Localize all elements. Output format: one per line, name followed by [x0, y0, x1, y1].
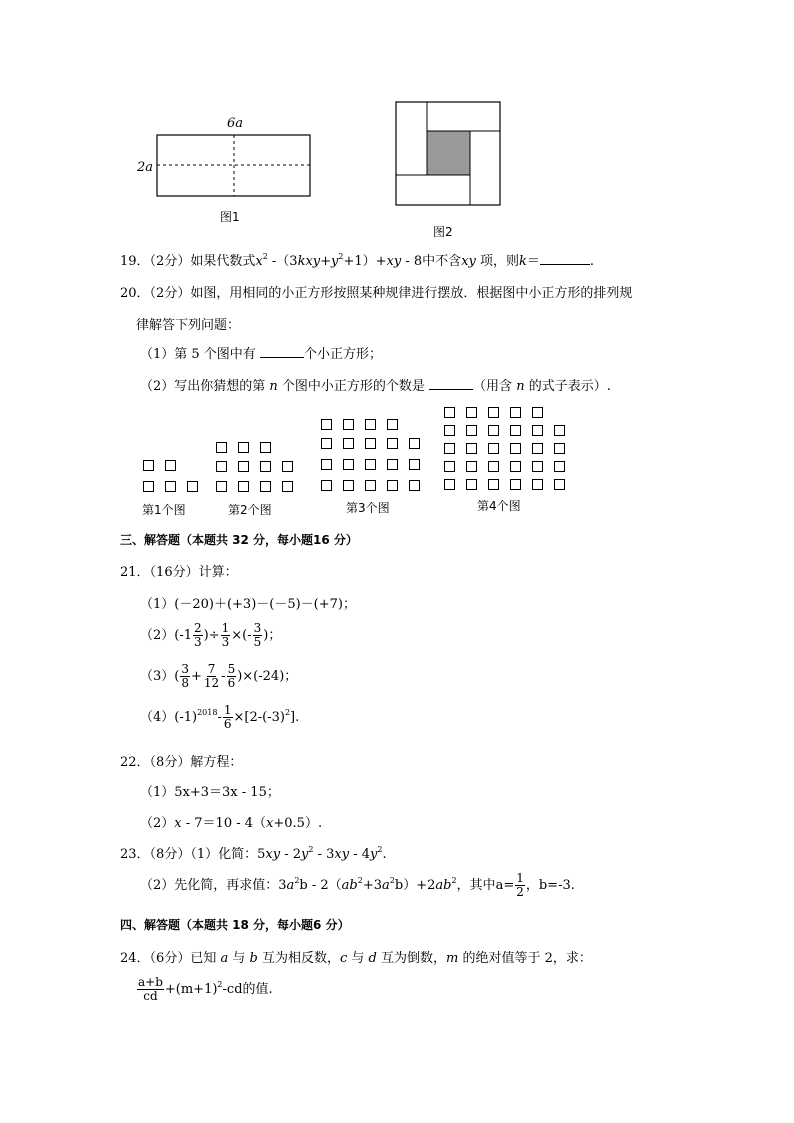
- q22-heading: [120, 751, 242, 770]
- q23-part1: 23．（8分）（1）化简：$5xy - 2y^2 - 3xy - 4y^2$.: [120, 845, 387, 862]
- q21-part3: [140, 663, 297, 690]
- q23-p1-a: （1）化简：5: [190, 847, 266, 862]
- fraction: $\frac{1}{2}$: [516, 871, 524, 899]
- q23-part2: （2）先化简，再求值：$3a^2b - 2(ab^2+3a^2b)+2ab^2$，其中a= $\frac{1}{2}$ ，b=-3.: [140, 871, 575, 899]
- q24-text-a: 已知: [190, 951, 221, 966]
- q20-p2-end: 的式子表示）.: [524, 379, 611, 394]
- pattern-square: [343, 480, 354, 491]
- q21-p4-c: ×[2-(-3): [233, 710, 285, 725]
- fraction: $\frac{a+b}{cd}$: [138, 975, 163, 1003]
- q24-expression: [136, 976, 273, 1003]
- q24-expr2: -cd: [222, 982, 243, 997]
- q20-p1-text: （1）第 5 个图中有: [140, 347, 260, 362]
- fig2-square: [394, 100, 504, 208]
- q21-p2-d: )；: [263, 628, 282, 643]
- pattern-square: [321, 480, 332, 491]
- q20-p2-hint: （用含: [473, 379, 517, 394]
- pattern-square: [466, 407, 477, 418]
- pattern-square: [488, 443, 499, 454]
- pattern-square: [365, 480, 376, 491]
- q23-p1-xy: xy: [265, 847, 281, 862]
- q22-p2-a: （2）: [140, 816, 175, 831]
- pattern-square: [488, 479, 499, 490]
- fig1-caption: 图1: [220, 210, 240, 224]
- pattern-square: [143, 460, 154, 471]
- pattern-square: [143, 481, 154, 492]
- pattern-square: [466, 479, 477, 490]
- pattern-square: [532, 407, 543, 418]
- q19-rest: +1）+: [343, 254, 387, 269]
- q24-end: 的值.: [242, 982, 273, 997]
- pattern-square: [409, 459, 420, 470]
- q19-xy2: xy: [461, 254, 476, 269]
- pattern-square: [260, 461, 271, 472]
- pattern-square: [488, 461, 499, 472]
- q21-p2-b: )÷: [203, 628, 220, 643]
- pattern-square: [365, 459, 376, 470]
- fraction: $\frac{1}{6}$: [223, 703, 232, 731]
- q23-p1-y: y: [301, 847, 309, 862]
- q21-p2-c: ×(-: [231, 628, 252, 643]
- pattern-square: [409, 438, 420, 449]
- pattern-square: [532, 479, 543, 490]
- pattern-square: [260, 442, 271, 453]
- question-19: 19．（2分）如果代数式$x^2$ $-(3kxy+y^2+1)+xy - 8$中不含xy 项，则k＝ .: [120, 252, 595, 269]
- pattern-caption-2: 第2个图: [228, 503, 272, 517]
- pattern-caption-1: 第1个图: [142, 503, 186, 517]
- q21-number: 21．: [120, 565, 150, 580]
- q23-p1-c: - 3: [313, 847, 335, 862]
- q21-p4-d: ].: [290, 710, 300, 725]
- q20-p1-blank[interactable]: [260, 346, 304, 358]
- q24-a: a: [220, 951, 229, 966]
- q19-kxy: kxy: [297, 254, 321, 269]
- pattern-square: [532, 425, 543, 436]
- q22-p2-c: +0.5）.: [273, 816, 323, 831]
- q20-p2-text: （2）写出你猜想的第: [140, 379, 270, 394]
- q21-p3-d: )×(-24)；: [237, 669, 298, 684]
- q20-text: 如图，用相同的小正方形按照某种规律进行摆放．根据图中小正方形的排列规: [190, 286, 633, 301]
- q22-p2-b: - 7＝10 - 4（: [181, 816, 267, 831]
- q20-line2: 律解答下列问题：: [136, 318, 241, 333]
- q23-p1-y2: y: [370, 847, 378, 862]
- q19-plus: +: [320, 254, 332, 269]
- pattern-square: [444, 407, 455, 418]
- q19-tail2: 项，则: [475, 254, 520, 269]
- pattern-square: [444, 425, 455, 436]
- pattern-square: [510, 443, 521, 454]
- pattern-square: [532, 461, 543, 472]
- pattern-square: [238, 481, 249, 492]
- fraction: $\frac{1}{3}$: [221, 621, 230, 649]
- q24-text-e: 互为倒数，: [376, 951, 446, 966]
- pattern-square: [510, 461, 521, 472]
- pattern-square: [321, 419, 332, 430]
- q20-p2-blank[interactable]: [429, 378, 473, 390]
- q24-score: （6分）: [149, 951, 191, 966]
- q24-text-c: 互为相反数，: [257, 951, 340, 966]
- pattern-square: [238, 461, 249, 472]
- q21-p4-a: （4）(-1): [140, 710, 198, 725]
- q21-part2: [140, 622, 281, 649]
- q24-text-f: 的绝对值等于 2，求：: [458, 951, 592, 966]
- q23-p2-ab22: ab: [435, 878, 452, 893]
- q23-p2-av: a=: [495, 878, 515, 893]
- q21-part4: [140, 704, 299, 731]
- pattern-square: [165, 460, 176, 471]
- q23-p2-a2b2: a: [382, 878, 390, 893]
- q23-p2-c: +3: [362, 878, 383, 893]
- q21-p3-c: -: [221, 669, 226, 684]
- q21-score: （16分）: [149, 565, 199, 580]
- pattern-square: [387, 480, 398, 491]
- pattern-square: [510, 425, 521, 436]
- q23-p2-a2b: a: [286, 878, 295, 893]
- pattern-square: [554, 461, 565, 472]
- pattern-square: [444, 443, 455, 454]
- q24-text-d: 与: [347, 951, 369, 966]
- pattern-square: [260, 481, 271, 492]
- pattern-square: [532, 443, 543, 454]
- q21-p4-exp: 2018: [197, 708, 218, 717]
- q22-p2-x: x: [174, 816, 182, 831]
- fig1-rectangle: [155, 133, 313, 199]
- q23-p2-d: b）+2: [394, 878, 436, 893]
- q19-score: （2分）: [149, 254, 191, 269]
- q19-text: 如果代数式: [190, 254, 256, 269]
- q24-m: m: [445, 951, 459, 966]
- q24-expr: +(m+1): [164, 982, 218, 997]
- pattern-square: [488, 407, 499, 418]
- pattern-square: [216, 481, 227, 492]
- q21-p3-a: （3）(: [140, 669, 180, 684]
- q19-x: x: [255, 254, 263, 269]
- q21-heading: [120, 561, 238, 580]
- q19-eq: ＝: [526, 254, 540, 269]
- q20-p2-n2: n: [516, 379, 525, 394]
- q24-line1: [120, 947, 592, 966]
- pattern-square: [365, 438, 376, 449]
- pattern-caption-3: 第3个图: [346, 501, 390, 515]
- pattern-square: [282, 481, 293, 492]
- pattern-square: [444, 479, 455, 490]
- q20-line1: [120, 282, 632, 301]
- q21-p3-b: +: [190, 669, 202, 684]
- q24-c: c: [339, 951, 348, 966]
- q23-p2-b: b - 2（: [299, 878, 342, 893]
- fraction: $\frac{2}{3}$: [194, 621, 202, 649]
- q20-p2-n: n: [269, 379, 278, 394]
- q19-tail: - 8中不含: [401, 254, 462, 269]
- pattern-square: [387, 419, 398, 430]
- q20-part1: [140, 343, 382, 362]
- pattern-square: [554, 479, 565, 490]
- pattern-square: [387, 438, 398, 449]
- q20-p1-tail: 个小正方形；: [303, 347, 382, 362]
- section-3-heading: 三、解答题（本题共 32 分，每小题16 分）: [120, 533, 358, 547]
- q24-b: b: [249, 951, 258, 966]
- pattern-square: [554, 443, 565, 454]
- pattern-square: [321, 459, 332, 470]
- pattern-square: [238, 442, 249, 453]
- pattern-square: [343, 459, 354, 470]
- fig1-top-label: 6a: [227, 116, 244, 131]
- q22-text: 解方程：: [190, 755, 243, 770]
- q20-score: （2分）: [149, 286, 191, 301]
- q20-part2: [140, 375, 611, 394]
- fig1-side-label: 2a: [137, 160, 154, 175]
- pattern-square: [216, 461, 227, 472]
- q20-number: 20．: [120, 286, 150, 301]
- q23-p2-bv: ，b=-3.: [525, 878, 575, 893]
- q23-p2-e: ，其中: [456, 878, 496, 893]
- q24-number: 24．: [120, 951, 150, 966]
- q21-p2-a: （2）(-1: [140, 628, 193, 643]
- q23-p1-e: .: [382, 847, 387, 862]
- q23-p1-d: - 4: [349, 847, 371, 862]
- q22-p2-x2: x: [266, 816, 274, 831]
- pattern-square: [165, 481, 176, 492]
- q20-p2-mid: 个图中小正方形的个数是: [277, 379, 430, 394]
- q23-p1-xy2: xy: [334, 847, 350, 862]
- q24-exp: 2: [217, 980, 223, 989]
- q21-text: 计算：: [198, 565, 238, 580]
- pattern-square: [387, 459, 398, 470]
- pattern-square: [510, 479, 521, 490]
- fraction: $\frac{3}{5}$: [253, 621, 262, 649]
- q19-y: y: [331, 254, 339, 269]
- q23-p2-a: （2）先化简，再求值：3: [140, 878, 287, 893]
- q22-part2: [140, 812, 322, 831]
- q19-xy: xy: [386, 254, 402, 269]
- q22-score: （8分）: [149, 755, 191, 770]
- q21-p4-b: -: [217, 710, 222, 725]
- pattern-square: [343, 419, 354, 430]
- pattern-caption-4: 第4个图: [477, 499, 521, 513]
- q23-p2-ab2: ab: [341, 878, 358, 893]
- q21-p4-exp2: 2: [284, 708, 291, 717]
- q19-answer-blank[interactable]: [540, 253, 590, 265]
- pattern-square: [187, 481, 198, 492]
- q19-k: k: [519, 254, 527, 269]
- fraction: $\frac{3}{8}$: [181, 662, 189, 690]
- pattern-square: [466, 443, 477, 454]
- section-4-heading: 四、解答题（本题共 18 分，每小题6 分）: [120, 918, 350, 932]
- pattern-square: [554, 425, 565, 436]
- fig2-caption: 图2: [433, 225, 453, 239]
- q23-p1-b: - 2: [280, 847, 301, 862]
- pattern-square: [466, 461, 477, 472]
- q19-end: .: [589, 254, 595, 269]
- q21-part1: （1）(－20)＋(+3)－(－5)－(+7)；: [140, 597, 356, 612]
- fraction: $\frac{5}{6}$: [227, 662, 236, 690]
- pattern-square: [488, 425, 499, 436]
- q22-number: 22．: [120, 755, 150, 770]
- q24-d: d: [368, 951, 377, 966]
- pattern-square: [444, 461, 455, 472]
- pattern-square: [466, 425, 477, 436]
- pattern-square: [282, 461, 293, 472]
- q22-part1: （1）5x+3＝3x - 15；: [140, 785, 280, 800]
- pattern-square: [510, 407, 521, 418]
- q24-text-b: 与: [228, 951, 250, 966]
- q19-number: 19．: [120, 254, 150, 269]
- pattern-square: [343, 438, 354, 449]
- pattern-square: [216, 442, 227, 453]
- pattern-square: [409, 480, 420, 491]
- q23-score: （8分）: [149, 847, 191, 862]
- q23-number: 23．: [120, 847, 150, 862]
- fraction: $\frac{7}{12}$: [203, 662, 220, 690]
- pattern-square: [321, 438, 332, 449]
- pattern-square: [365, 419, 376, 430]
- q19-mid: -（3: [267, 254, 298, 269]
